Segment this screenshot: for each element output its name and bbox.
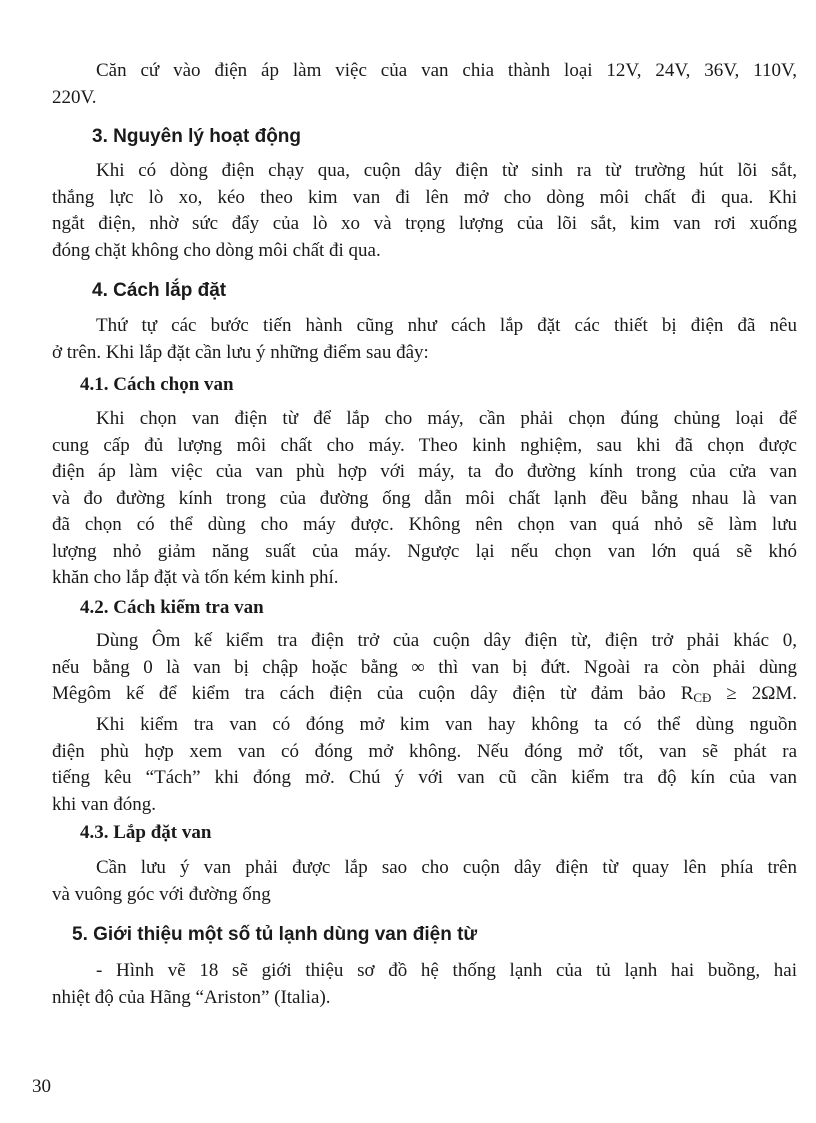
formula-tail: ≥ 2ΩM. xyxy=(711,683,797,704)
text-line: cung cấp đủ lượng môi chất cho máy. Theo kinh nghiệm, sau khi đã chọn được xyxy=(52,434,797,456)
text-line: - Hình vẽ 18 sẽ giới thiệu sơ đồ hệ thống lạnh của tủ lạnh hai buồng, hai xyxy=(96,960,797,981)
heading-check-valve: 4.2. Cách kiểm tra van xyxy=(80,597,264,618)
paragraph-choose-valve xyxy=(52,406,797,592)
text-line: Thứ tự các bước tiến hành cũng như cách lắp đặt các thiết bị điện đã nêu xyxy=(96,315,797,336)
text-line: 220V. xyxy=(52,86,97,108)
text-line: thắng lực lò xo, kéo theo kim van đi lên mở cho dòng môi chất đi qua. Khi xyxy=(52,186,797,208)
text-line: khăn cho lắp đặt và tốn kém kinh phí. xyxy=(52,567,339,588)
text-line: và vuông góc với đường ống xyxy=(52,883,271,905)
paragraph-check-open-close xyxy=(52,712,797,818)
text-line: ở trên. Khi lắp đặt cần lưu ý những điểm sau đây: xyxy=(52,341,429,363)
heading-installation: 4. Cách lắp đặt xyxy=(92,280,227,301)
text-line-with-formula xyxy=(52,681,797,712)
text-line: tiếng kêu “Tách” khi đóng mở. Chú ý với van cũ cần kiểm tra độ kín của van xyxy=(52,767,797,788)
heading-install-valve: 4.3. Lắp đặt van xyxy=(80,822,212,843)
text-line: điện áp làm việc của van phù hợp với máy, ta đo đường kính trong của cửa van xyxy=(52,461,797,482)
heading-operating-principle: 3. Nguyên lý hoạt động xyxy=(92,126,302,147)
text-line: Căn cứ vào điện áp làm việc của van chia thành loại 12V, 24V, 36V, 110V, xyxy=(96,60,797,81)
formula-lead-text: Mêgôm kế để kiểm tra cách điện của cuộn dây điện từ đảm bảo R xyxy=(52,683,694,704)
paragraph-operating-principle xyxy=(52,158,797,264)
paragraph-voltage-types xyxy=(52,58,797,111)
text-line: nếu bằng 0 là van bị chập hoặc bằng ∞ thì van bị đứt. Ngoài ra còn phải dùng xyxy=(52,656,797,678)
paragraph-installation-steps xyxy=(52,313,797,366)
text-line: đóng chặt không cho dòng môi chất đi qua. xyxy=(52,239,381,261)
text-line: khi van đóng. xyxy=(52,793,156,815)
text-line: Khi có dòng điện chạy qua, cuộn dây điện từ sinh ra từ trường hút lõi sắt, xyxy=(96,160,797,181)
text-line: và đo đường kính trong của đường ống dẫn môi chất lạnh đều bằng nhau là van xyxy=(52,487,797,509)
text-line: Cần lưu ý van phải được lắp sao cho cuộn dây điện từ quay lên phía trên xyxy=(96,857,797,878)
text-line: điện phù hợp xem van có đóng mở không. Nếu đóng mở tốt, van sẽ phát ra xyxy=(52,740,797,762)
text-line: Khi chọn van điện từ để lắp cho máy, cần phải chọn đúng chủng loại để xyxy=(96,408,797,429)
text-line: đã chọn có thể dùng cho máy được. Không nên chọn van quá nhỏ sẽ làm lưu xyxy=(52,514,797,535)
text-line: Khi kiểm tra van có đóng mở kim van hay không ta có thể dùng nguồn xyxy=(96,714,797,735)
text-line: nhiệt độ của Hãng “Ariston” (Italia). xyxy=(52,986,331,1008)
page-number: 30 xyxy=(32,1076,51,1097)
text-line: Dùng Ôm kế kiểm tra điện trở của cuộn dây điện từ, điện trở phải khác 0, xyxy=(96,630,797,651)
heading-choose-valve: 4.1. Cách chọn van xyxy=(80,374,234,395)
paragraph-figure-intro xyxy=(52,958,797,1011)
text-line: lượng nhỏ giảm năng suất của máy. Ngược lại nếu chọn van lớn quá sẽ khó xyxy=(52,540,797,562)
text-line: ngắt điện, nhờ sức đẩy của lò xo và trọng lượng của lõi sắt, kim van rơi xuống xyxy=(52,213,797,234)
heading-refrigerator-examples: 5. Giới thiệu một số tủ lạnh dùng van điện từ xyxy=(72,924,478,945)
formula-subscript: CĐ xyxy=(693,690,712,705)
paragraph-install-valve xyxy=(52,855,797,908)
paragraph-check-resistance xyxy=(52,628,797,712)
